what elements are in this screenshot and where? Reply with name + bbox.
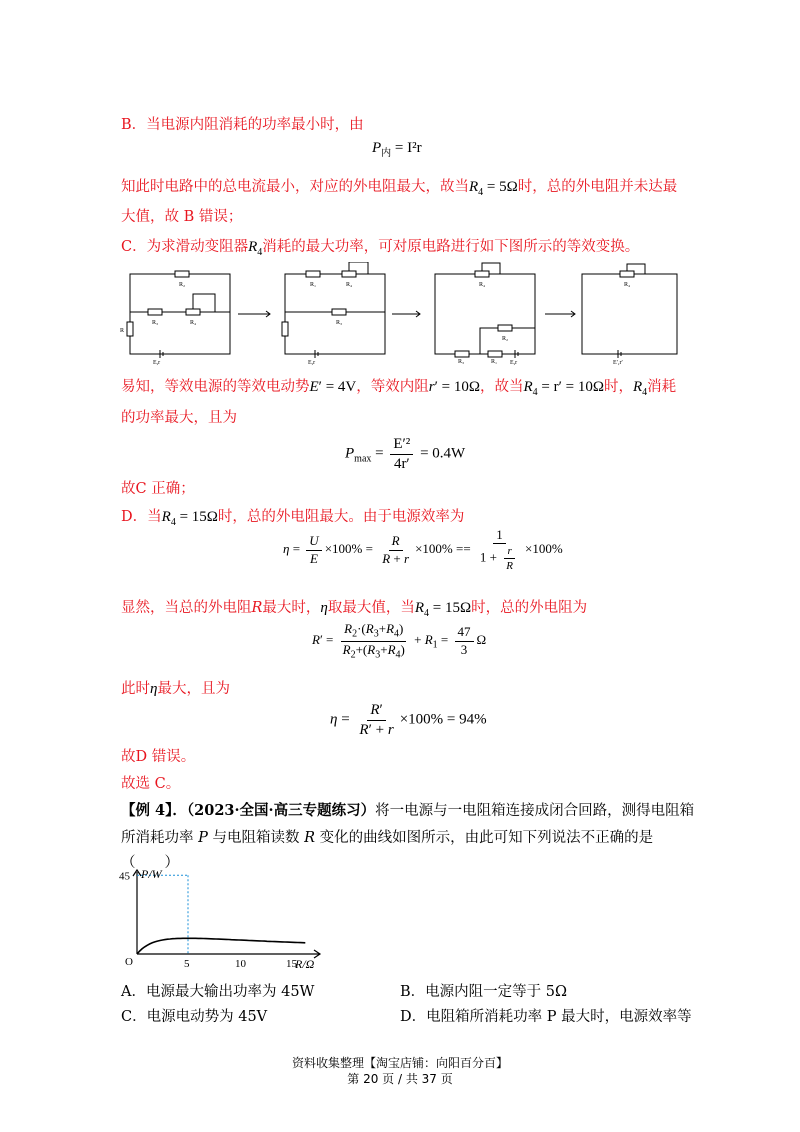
example-line1: 【例 4】．（2023·全国·高三专题练习）将一电源与一电阻箱连接成闭合回路，测得电阻箱	[121, 802, 695, 819]
c-correct: 故C 正确；	[121, 481, 195, 497]
svg-text:R₄: R₄	[190, 320, 197, 326]
choice-d[interactable]: D．电阻箱所消耗功率 P 最大时，电源效率等	[400, 1009, 692, 1025]
x-axis-label: R/Ω	[295, 957, 315, 971]
choice-b[interactable]: B．电源内阻一定等于 5Ω	[400, 984, 568, 1000]
x-tick-label: 5	[184, 958, 190, 970]
circuit-1-r3	[148, 309, 162, 315]
c-intro: C．为求滑动变阻器$R_4$消耗的最大功率，可对原电路进行如下图所示的等效变换。	[121, 239, 640, 258]
svg-text:R₃: R₃	[458, 359, 465, 365]
svg-text:E,r: E,r	[308, 360, 316, 366]
power-resistance-chart	[115, 866, 330, 976]
d-wrong: 故D 错误。	[121, 749, 196, 765]
svg-text:E,r: E,r	[510, 360, 518, 366]
x-tick-label: O	[125, 956, 133, 968]
footer-page-number: 第 20 页 / 共 37 页	[347, 1072, 453, 1086]
circuit-1-r2	[175, 271, 189, 277]
svg-text:R₄: R₄	[624, 282, 631, 288]
power-curve	[137, 938, 305, 954]
circuit-1-r	[127, 322, 133, 336]
y-tick-label: 45	[119, 870, 130, 883]
svg-text:R₁: R₁	[310, 282, 317, 288]
svg-text:R₄: R₄	[479, 282, 486, 288]
eq-pmax: $P_{max}$ = $\frac{\text{E′²}}{4r'}$ = 0.4W	[345, 436, 466, 472]
eq-p-r: $P_内 = I^2r$	[372, 140, 422, 159]
svg-text:E′,r′: E′,r′	[613, 360, 623, 366]
choice-a[interactable]: A．电源最大输出功率为 45W	[121, 984, 315, 1000]
eq-eta: η = $\frac{U}{E}$ ×100% = $\frac{R}{R + r}$ ×100% == 1 1 + $\frac{r}{R}$ ×100%	[283, 527, 563, 573]
b-line3: 大值，故 B 错误；	[121, 209, 243, 225]
svg-text:R₂: R₂	[502, 336, 509, 342]
eq-rprime: R′ = $\frac{R_2\cdot(R_3+R_4)}{R_2+(R_3+R_4)}$ + $R_1$ = $\frac{47}{3}$ Ω	[312, 621, 487, 661]
y-axis-label: P/W	[141, 867, 162, 881]
svg-text:R₄: R₄	[346, 282, 353, 288]
svg-text:E,r: E,r	[153, 360, 161, 366]
footer-source: 资料收集整理【淘宝店铺：向阳百分百】	[291, 1056, 508, 1070]
d-show: 显然，当总的外电阻R最大时，η取最大值，当$R_4 = 15\Omega$时，总的外电阻为	[121, 600, 588, 619]
b-intro: B．当电源内阻消耗的功率最小时，由	[121, 117, 364, 133]
d-intro: D．当$R_4 = 15\Omega$时，总的外电阻最大。由于电源效率为	[121, 509, 465, 528]
d-then: 此时η最大，且为	[121, 681, 230, 697]
svg-text:R₁: R₁	[491, 359, 498, 365]
x-tick-label: 10	[235, 958, 246, 970]
circuit-1-r4	[186, 309, 200, 315]
svg-text:R₃: R₃	[152, 320, 159, 326]
c-easy-line: 易知，等效电源的等效电动势E′ = 4V，等效内阻r′ = 10Ω，故当$R_4 = r' = 10\Omega$时，$R_4$消耗	[121, 379, 677, 398]
x-tick-label: 15	[286, 958, 297, 970]
example-line2: 所消耗功率 P 与电阻箱读数 R 变化的曲线如图所示，由此可知下列说法不正确的是	[121, 830, 654, 846]
svg-text:R₃: R₃	[336, 320, 343, 326]
svg-text:R: R	[120, 328, 125, 334]
eq-eta-final: η = $\frac{R'}{R' + r}$ ×100% = 94%	[330, 702, 487, 738]
example-bracket: （ ）	[121, 855, 179, 871]
choose-answer: 故选 C。	[121, 776, 181, 792]
circuit-diagrams	[120, 262, 700, 367]
c-easy-line2: 的功率最大，且为	[121, 410, 237, 426]
choice-c[interactable]: C．电源电动势为 45V	[121, 1009, 268, 1025]
svg-text:R₂: R₂	[179, 282, 186, 288]
b-line2: 知此时电路中的总电流最小，对应的外电阻最大，故当$R_4 = 5\Omega$时，总的外电阻并未达最	[121, 179, 678, 198]
